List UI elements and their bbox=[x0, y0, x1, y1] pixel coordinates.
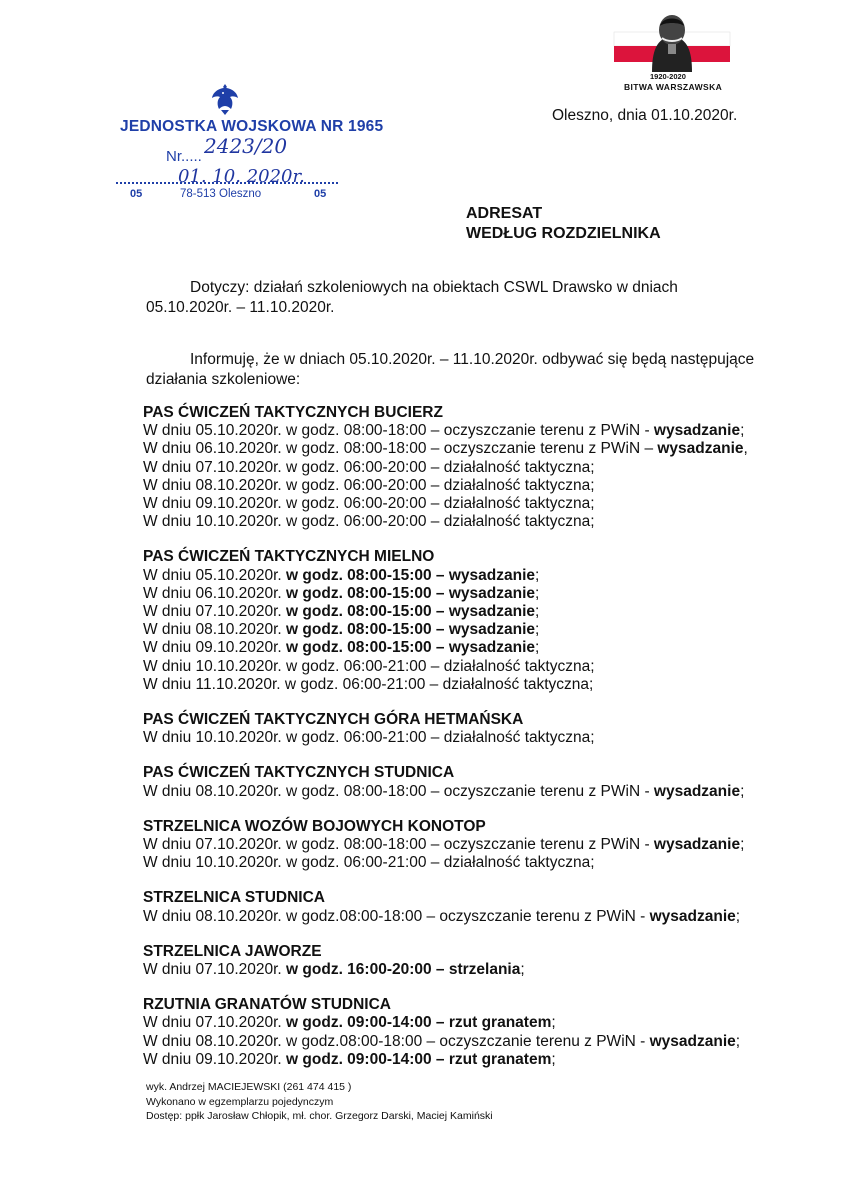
schedule-line-bold: wysadzanie bbox=[653, 782, 741, 800]
schedule-line-suffix: ; bbox=[535, 584, 540, 602]
schedule-line-prefix: W dniu 06.10.2020r. bbox=[143, 584, 287, 602]
schedule-line-bold: w godz. 16:00-20:00 – strzelania bbox=[286, 961, 521, 979]
schedule-line-prefix: W dniu 08.10.2020r. w godz.08:00-18:00 – oczyszczanie terenu z PWiN - bbox=[143, 907, 650, 925]
schedule-line-suffix: ; bbox=[735, 907, 741, 925]
training-section bbox=[143, 818, 748, 873]
eagle-emblem-icon bbox=[210, 82, 240, 116]
schedule-line bbox=[143, 513, 748, 531]
schedule-line-suffix: ; bbox=[551, 1050, 556, 1068]
schedule-line-prefix: W dniu 08.10.2020r. w godz.08:00-18:00 – oczyszczanie terenu z PWiN - bbox=[143, 1032, 650, 1050]
section-title: STRZELNICA JAWORZE bbox=[143, 942, 322, 960]
schedule-line-bold: w godz. 08:00-15:00 – wysadzanie bbox=[286, 584, 536, 602]
schedule-line bbox=[143, 459, 748, 477]
schedule-line-prefix: W dniu 09.10.2020r. bbox=[143, 1050, 287, 1068]
training-section bbox=[143, 404, 748, 531]
schedule-line bbox=[143, 639, 748, 657]
schedule-line-bold: wysadzanie bbox=[657, 440, 744, 458]
unit-stamp bbox=[116, 82, 384, 206]
schedule-line bbox=[143, 1033, 748, 1051]
schedule-line-bold: w godz. 08:00-15:00 – wysadzanie bbox=[286, 566, 536, 584]
schedule-line-bold: wysadzanie bbox=[653, 836, 741, 854]
schedule-line-bold: w godz. 08:00-15:00 – wysadzanie bbox=[286, 639, 536, 657]
section-title: PAS ĆWICZEŃ TAKTYCZNYCH GÓRA HETMAŃSKA bbox=[143, 711, 524, 729]
schedule-line bbox=[143, 1014, 748, 1032]
schedule-line-suffix: , bbox=[743, 440, 748, 458]
schedule-line-prefix: W dniu 10.10.2020r. w godz. 06:00-20:00 – działalność taktyczna; bbox=[143, 513, 595, 531]
subject-line1 bbox=[146, 278, 678, 298]
schedule-line bbox=[143, 908, 748, 926]
training-section bbox=[143, 943, 748, 979]
schedule-line bbox=[143, 1051, 748, 1069]
training-section bbox=[143, 889, 748, 925]
stamp-address: 78-513 Oleszno bbox=[180, 188, 262, 200]
schedule-line-prefix: W dniu 07.10.2020r. bbox=[143, 961, 287, 979]
schedule-line-prefix: W dniu 08.10.2020r. bbox=[143, 621, 287, 639]
addressee-block bbox=[466, 204, 661, 244]
schedule-line bbox=[143, 603, 748, 621]
schedule-line-bold: wysadzanie bbox=[649, 907, 736, 925]
logo-name: BITWA WARSZAWSKA bbox=[624, 82, 723, 92]
schedule-line-prefix: W dniu 08.10.2020r. w godz. 06:00-20:00 – działalność taktyczna; bbox=[143, 476, 595, 494]
schedule-line-prefix: W dniu 09.10.2020r. bbox=[143, 639, 287, 657]
schedule-line bbox=[143, 658, 748, 676]
schedule-line-suffix: ; bbox=[535, 566, 540, 584]
schedule-line-bold: wysadzanie bbox=[653, 422, 741, 440]
subject-text: : działań szkoleniowych na obiektach CSWL Drawsko w dniach bbox=[245, 279, 678, 296]
schedule-line-suffix: ; bbox=[535, 621, 540, 639]
stamp-handwritten-date: 01. 10. 2020r. bbox=[178, 166, 305, 187]
schedule-line bbox=[143, 440, 748, 458]
schedule-line-suffix: ; bbox=[535, 639, 540, 657]
schedule-line bbox=[143, 854, 748, 872]
subject-paragraph bbox=[146, 278, 678, 318]
stamp-handwritten-number: 2423/20 bbox=[204, 134, 288, 158]
footer-notes bbox=[146, 1080, 493, 1124]
training-section bbox=[143, 711, 748, 747]
schedule-line-suffix: ; bbox=[520, 961, 525, 979]
stamp-dotted-line bbox=[116, 182, 338, 184]
schedule-line-prefix: W dniu 10.10.2020r. w godz. 06:00-21:00 – działalność taktyczna; bbox=[143, 729, 595, 747]
schedule-line-suffix: ; bbox=[740, 836, 745, 854]
training-section bbox=[143, 996, 748, 1069]
stamp-unit-name: JEDNOSTKA WOJSKOWA NR 1965 bbox=[120, 118, 384, 135]
schedule-line-prefix: W dniu 11.10.2020r. w godz. 06:00-21:00 – działalność taktyczna; bbox=[143, 675, 594, 693]
stamp-nr-text: Nr bbox=[166, 148, 181, 165]
schedule-line-prefix: W dniu 09.10.2020r. w godz. 06:00-20:00 – działalność taktyczna; bbox=[143, 495, 595, 513]
footer-access: Dostęp: ppłk Jarosław Chłopik, mł. chor. Grzegorz Darski, Maciej Kamiński bbox=[146, 1110, 493, 1122]
schedule-line-prefix: W dniu 10.10.2020r. w godz. 06:00-21:00 – działalność taktyczna; bbox=[143, 657, 595, 675]
schedule-line-suffix: ; bbox=[551, 1014, 556, 1032]
schedule-line-bold: w godz. 08:00-15:00 – wysadzanie bbox=[286, 603, 536, 621]
schedule-line bbox=[143, 783, 748, 801]
schedule-line bbox=[143, 495, 748, 513]
schedule-line-bold: w godz. 08:00-15:00 – wysadzanie bbox=[286, 621, 536, 639]
schedule-line-prefix: W dniu 10.10.2020r. w godz. 06:00-21:00 – działalność taktyczna; bbox=[143, 854, 595, 872]
schedule-line-suffix: ; bbox=[740, 422, 745, 440]
schedule-line-prefix: W dniu 07.10.2020r. w godz. 08:00-18:00 – oczyszczanie terenu z PWiN - bbox=[143, 836, 654, 854]
footer-copies: Wykonano w egzemplarzu pojedynczym bbox=[146, 1095, 334, 1108]
schedule-line-prefix: W dniu 08.10.2020r. w godz. 08:00-18:00 – oczyszczanie terenu z PWiN - bbox=[143, 782, 654, 800]
subject-label: Dotyczy bbox=[190, 279, 246, 296]
schedule-line-prefix: W dniu 07.10.2020r. bbox=[143, 603, 287, 621]
section-title: PAS ĆWICZEŃ TAKTYCZNYCH BUCIERZ bbox=[143, 404, 443, 421]
stamp-code-right: 05 bbox=[314, 188, 327, 200]
schedule-line-prefix: W dniu 05.10.2020r. bbox=[143, 566, 287, 584]
schedule-line-prefix: W dniu 07.10.2020r. bbox=[143, 1014, 287, 1032]
schedule-line bbox=[143, 961, 748, 979]
intro-paragraph bbox=[146, 350, 754, 390]
schedule-line bbox=[143, 585, 748, 603]
battle-anniversary-logo bbox=[612, 8, 732, 96]
schedule-line bbox=[143, 836, 748, 854]
subject-line2: 05.10.2020r. – 11.10.2020r. bbox=[146, 299, 335, 316]
schedule-line bbox=[143, 729, 748, 747]
schedule-line-bold: w godz. 09:00-14:00 – rzut granatem bbox=[286, 1050, 552, 1068]
schedule-line bbox=[143, 422, 748, 440]
schedule-line-bold: wysadzanie bbox=[649, 1032, 736, 1050]
intro-line1: Informuję, że w dniach 05.10.2020r. – 11.10.2020r. odbywać się będą następujące bbox=[190, 351, 755, 368]
flag-portrait-icon bbox=[612, 8, 732, 72]
schedule-line-prefix: W dniu 06.10.2020r. w godz. 08:00-18:00 – oczyszczanie terenu z PWiN – bbox=[143, 440, 658, 458]
training-section bbox=[143, 764, 748, 800]
section-title: PAS ĆWICZEŃ TAKTYCZNYCH STUDNICA bbox=[143, 764, 455, 782]
schedule-line-suffix: ; bbox=[740, 782, 745, 800]
section-title: STRZELNICA STUDNICA bbox=[143, 889, 325, 907]
section-title: PAS ĆWICZEŃ TAKTYCZNYCH MIELNO bbox=[143, 548, 435, 566]
place-date: Oleszno, dnia 01.10.2020r. bbox=[552, 107, 738, 124]
schedule-line-prefix: W dniu 05.10.2020r. w godz. 08:00-18:00 – oczyszczanie terenu z PWiN - bbox=[143, 422, 654, 440]
intro-line2: działania szkoleniowe: bbox=[146, 371, 301, 388]
section-title: RZUTNIA GRANATÓW STUDNICA bbox=[143, 996, 391, 1014]
stamp-nr-label: Nr..... bbox=[166, 148, 202, 165]
addressee-line1: ADRESAT bbox=[466, 205, 543, 222]
footer-author: wyk. Andrzej MACIEJEWSKI (261 474 415 ) bbox=[146, 1081, 352, 1093]
logo-years: 1920-2020 bbox=[650, 72, 686, 81]
schedule-line-prefix: W dniu 07.10.2020r. w godz. 06:00-20:00 – działalność taktyczna; bbox=[143, 458, 595, 476]
schedule-line-suffix: ; bbox=[735, 1032, 741, 1050]
stamp-code-left: 05 bbox=[130, 188, 143, 200]
training-section bbox=[143, 548, 748, 694]
schedule-line-bold: w godz. 09:00-14:00 – rzut granatem bbox=[286, 1014, 552, 1032]
section-title: STRZELNICA WOZÓW BOJOWYCH KONOTOP bbox=[143, 817, 486, 835]
addressee-line2: WEDŁUG ROZDZIELNIKA bbox=[466, 225, 661, 242]
schedule-line bbox=[143, 567, 748, 585]
schedule-line-suffix: ; bbox=[535, 603, 540, 621]
schedule-line bbox=[143, 477, 748, 495]
schedule-line bbox=[143, 621, 748, 639]
training-sections bbox=[143, 404, 748, 1086]
schedule-line bbox=[143, 676, 748, 694]
